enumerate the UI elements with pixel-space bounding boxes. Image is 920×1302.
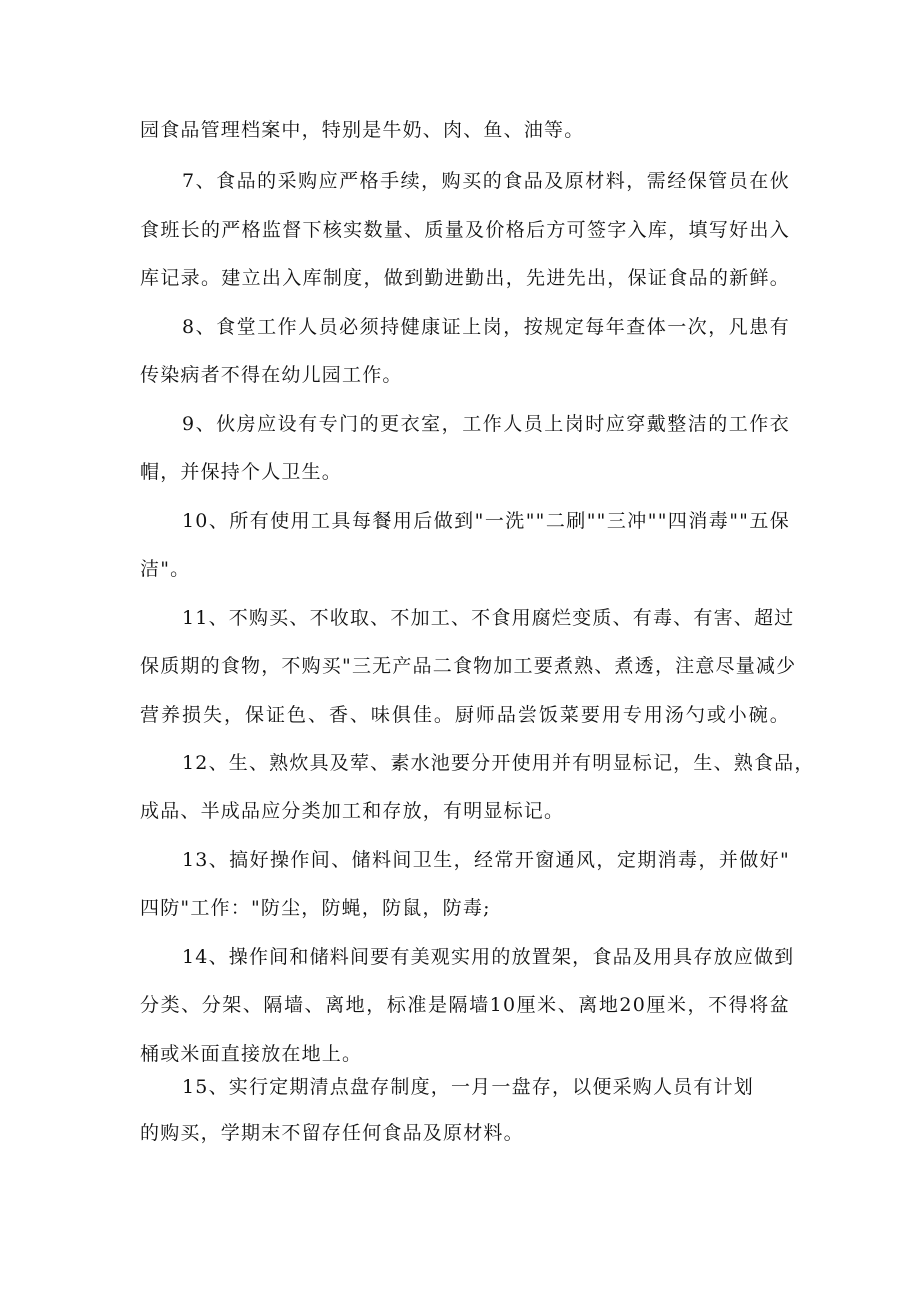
text-line: 园食品管理档案中，特别是牛奶、肉、鱼、油等。 xyxy=(140,119,585,141)
paragraph-14-line-2: 分类、分架、隔墙、离地，标准是隔墙10厘米、离地20厘米，不得将盆 xyxy=(140,994,790,1016)
paragraph-8-line-1: 8、食堂工作人员必须持健康证上岗，按规定每年查体一次，凡患有 xyxy=(182,316,790,338)
paragraph-15-line-2: 的购买，学期末不留存任何食品及原材料。 xyxy=(140,1122,524,1144)
paragraph-10-line-2: 洁"。 xyxy=(140,558,191,580)
paragraph-13-line-2: 四防"工作："防尘，防蝇，防鼠，防毒; xyxy=(140,897,491,919)
paragraph-14-line-1: 14、操作间和储料间要有美观实用的放置架，食品及用具存放应做到 xyxy=(182,946,795,968)
paragraph-11-line-1: 11、不购买、不收取、不加工、不食用腐烂变质、有毒、有害、超过 xyxy=(182,607,795,629)
paragraph-15-line-1: 15、实行定期清点盘存制度，一月一盘存，以便采购人员有计划 xyxy=(182,1076,754,1098)
paragraph-7-line-1: 7、食品的采购应严格手续，购买的食品及原材料，需经保管员在伙 xyxy=(182,170,790,192)
paragraph-7-line-2: 食班长的严格监督下核实数量、质量及价格后方可签字入库，填写好出入 xyxy=(140,219,790,241)
paragraph-9-line-2: 帽，并保持个人卫生。 xyxy=(140,461,343,483)
paragraph-7-line-3: 库记录。建立出入库制度，做到勤进勤出，先进先出，保证食品的新鲜。 xyxy=(140,267,790,289)
paragraph-8-line-2: 传染病者不得在幼儿园工作。 xyxy=(140,364,403,386)
paragraph-12-line-1: 12、生、熟炊具及荤、素水池要分开使用并有明显标记，生、熟食品， xyxy=(182,752,815,774)
paragraph-10-line-1: 10、所有使用工具每餐用后做到"一洗""二刷""三冲""四消毒""五保 xyxy=(182,510,790,532)
paragraph-12-line-2: 成品、半成品应分类加工和存放，有明显标记。 xyxy=(140,800,565,822)
paragraph-9-line-1: 9、伙房应设有专门的更衣室，工作人员上岗时应穿戴整洁的工作衣 xyxy=(182,413,790,435)
paragraph-13-line-1: 13、搞好操作间、储料间卫生，经常开窗通风，定期消毒，并做好" xyxy=(182,849,790,871)
paragraph-11-line-2: 保质期的食物，不购买"三无产品二食物加工要煮熟、煮透，注意尽量减少 xyxy=(140,655,797,677)
paragraph-14-line-3: 桶或米面直接放在地上。 xyxy=(140,1043,363,1065)
paragraph-11-line-3: 营养损失，保证色、香、味俱佳。厨师品尝饭菜要用专用汤勺或小碗。 xyxy=(140,704,790,726)
